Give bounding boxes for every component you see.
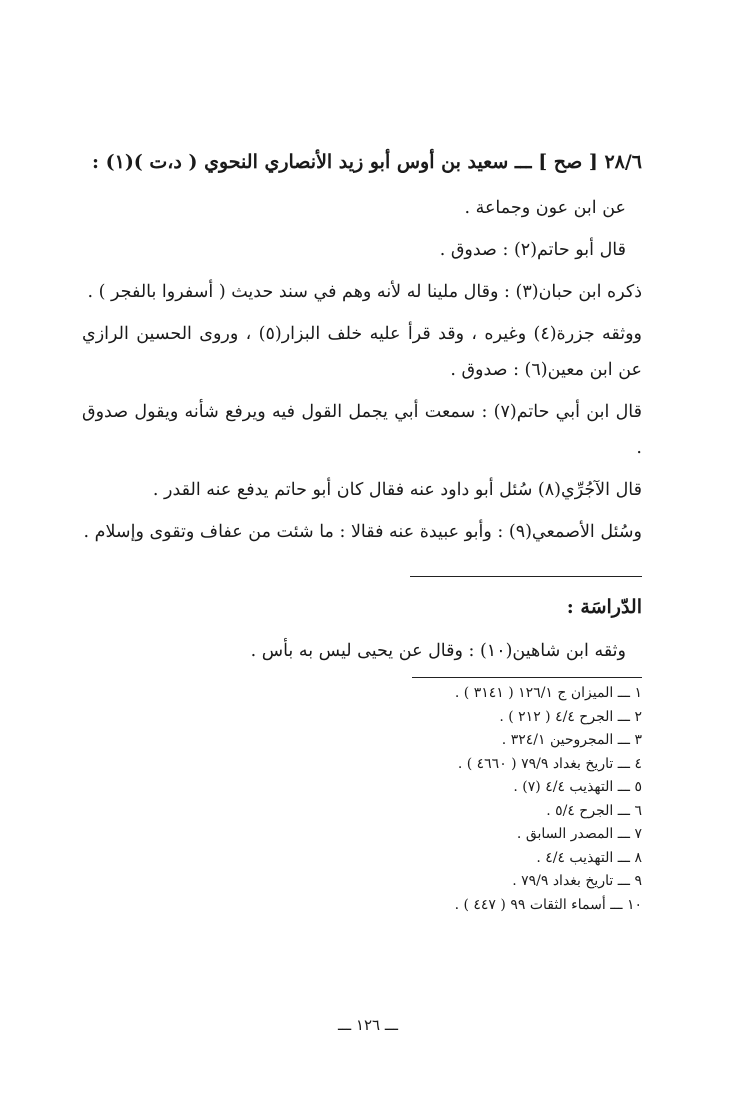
footnote-item: ٨ ـــ التهذيب ٤/٤ .	[536, 849, 642, 866]
study-title: الدّراسَة :	[566, 596, 642, 618]
entry-heading: ٢٨/٦ [ صح ] ـــ سعيد بن أوس أبو زيد الأنصاري النحوي ( د،ت )(١) :	[91, 151, 642, 173]
entry-paragraph: قال الآجُرِّي(٨) سُئل أبو داود عنه فقال كان أبو حاتم يدفع عنه القدر .	[152, 480, 642, 500]
page-body	[82, 140, 642, 917]
footnote-item: ٣ ـــ المجروحين ٣٢٤/١ .	[501, 732, 642, 748]
entry-paragraph: قال ابن أبي حاتم(٧) : سمعت أبي يجمل القول فيه ويرفع شأنه ويقول صدوق .	[82, 402, 642, 458]
study-text: وثقه ابن شاهين(١٠) : وقال عن يحيى ليس به بأس .	[250, 641, 626, 661]
footnote-item: ٤ ـــ تاريخ بغداد ٧٩/٩ ( ٤٦٦٠ ) .	[457, 755, 642, 772]
section-divider	[410, 576, 642, 577]
footnote-list	[82, 682, 642, 917]
entry-paragraph: وسُئل الأصمعي(٩) : وأبو عبيدة عنه فقالا : ما شئت من عفاف وتقوى وإسلام .	[83, 522, 642, 542]
footnote-item: ٩ ـــ تاريخ بغداد ٧٩/٩ .	[512, 873, 642, 889]
footnote-divider	[412, 677, 642, 678]
footnote-item: ١٠ ـــ أسماء الثقات ٩٩ ( ٤٤٧ ) .	[454, 896, 642, 913]
footnote-item: ٦ ـــ الجرح ٥/٤ .	[546, 802, 642, 819]
footnote-item: ٢ ـــ الجرح ٤/٤ ( ٢١٢ ) .	[499, 708, 642, 725]
footnote-item: ٥ ـــ التهذيب ٤/٤ (٧) .	[513, 779, 642, 795]
entry-paragraph: عن ابن عون وجماعة .	[464, 198, 626, 218]
entry-paragraph: ووثقه جزرة(٤) وغيره ، وقد قرأ عليه خلف البزار(٥) ، وروى الحسين الرازي عن ابن معين(٦) : صدوق .	[82, 324, 643, 380]
page-number: ـــ ١٢٦ ـــ	[337, 1016, 399, 1034]
footnote-item: ١ ـــ الميزان ج ١٢٦/١ ( ٣١٤١ ) .	[454, 685, 642, 701]
entry-paragraph: ذكره ابن حبان(٣) : وقال ملينا له لأنه وهم في سند حديث ( أسفروا بالفجر ) .	[87, 282, 642, 302]
footnote-item: ٧ ـــ المصدر السابق .	[516, 826, 642, 842]
entry-paragraph: قال أبو حاتم(٢) : صدوق .	[439, 240, 626, 260]
